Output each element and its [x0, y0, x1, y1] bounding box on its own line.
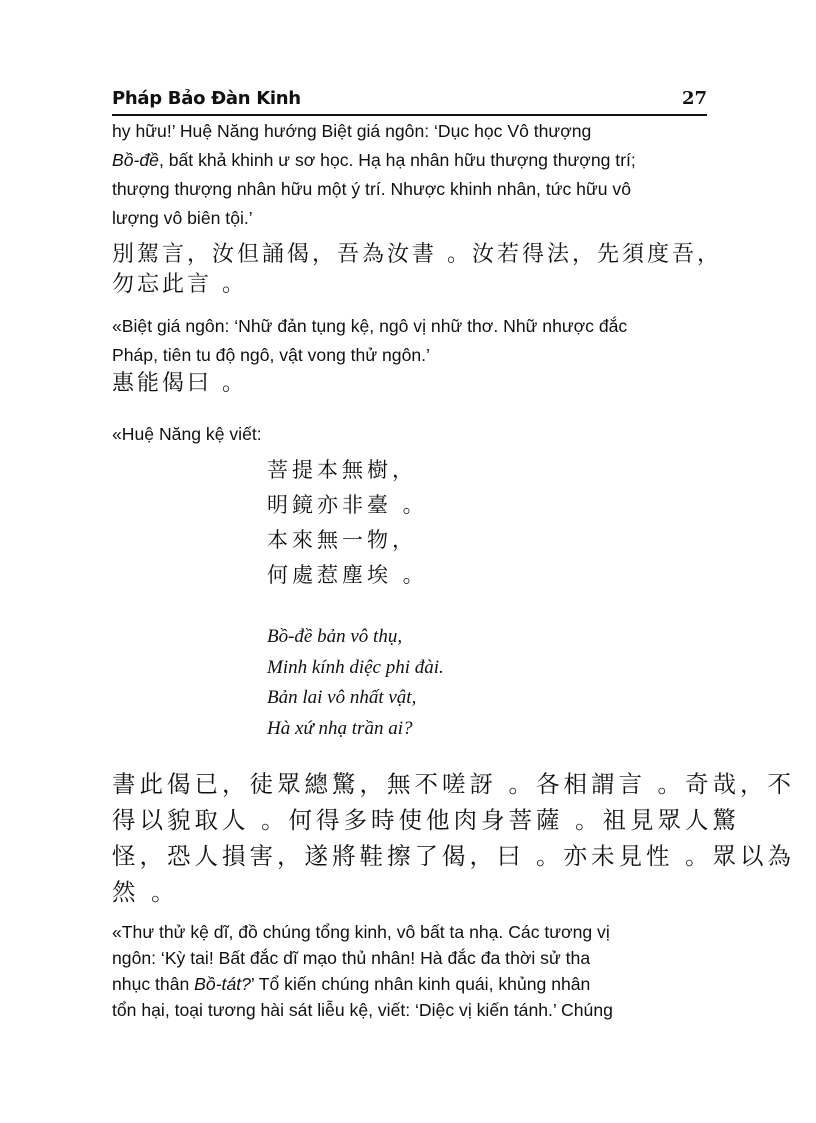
text-fragment: nhục thân — [112, 974, 195, 994]
verse-line: 菩提本無樹， — [267, 458, 417, 482]
text-line — [112, 971, 707, 997]
chinese-passage-3 — [112, 766, 795, 910]
text-line: «Biệt giá ngôn: ‘Nhữ đản tụng kệ, ngô vị nhữ thơ. Nhữ nhược đắc — [112, 316, 628, 336]
text-line — [112, 146, 707, 175]
chinese-line: 惠能偈曰 。 — [112, 371, 247, 396]
term-bodhisattva: Bồ-tát? — [194, 974, 251, 994]
running-header — [112, 88, 707, 116]
text-line: «Huệ Năng kệ viết: — [112, 424, 262, 444]
text-line: Pháp, tiên tu độ ngô, vật vong thử ngôn.’ — [112, 345, 430, 365]
text-line: lượng vô biên tội.’ — [112, 208, 253, 228]
chinese-line: 怪，恐人損害，遂將鞋擦了偈，曰 。亦未見性 。眾以為 — [112, 842, 795, 870]
text-line: hy hữu!’ Huệ Năng hướng Biệt giá ngôn: ‘Dục học Vô thượng — [112, 121, 592, 141]
page-number: 27 — [681, 88, 707, 109]
chinese-line: 勿忘此言 。 — [112, 272, 247, 297]
verse-vietnamese — [267, 622, 444, 744]
chinese-line: 書此偈已，徒眾總驚，無不嗟訝 。各相謂言 。奇哉，不 — [112, 770, 795, 798]
chinese-passage-2 — [112, 369, 707, 399]
paragraph-3 — [112, 420, 707, 449]
text-fragment: , bất khả khinh ư sơ học. Hạ hạ nhân hữu thượng thượng trí; — [158, 150, 636, 170]
chinese-line: 得以貌取人 。何得多時使他肉身菩薩 。祖見眾人驚 — [112, 806, 740, 834]
verse-line: Bồ-đề bản vô thụ, — [267, 626, 403, 647]
verse-line: 本來無一物， — [267, 528, 417, 552]
text-line: ngôn: ‘Kỳ tai! Bất đắc dĩ mạo thủ nhân! Hà đắc đa thời sử tha — [112, 948, 591, 968]
verse-line: Hà xứ nhạ trần ai? — [267, 717, 413, 739]
verse-line: Bản lai vô nhất vật, — [267, 687, 417, 708]
paragraph-4 — [112, 919, 707, 1023]
text-line: tổn hại, toại tương hài sát liễu kệ, viết: ‘Diệc vị kiến tánh.’ Chúng — [112, 1000, 613, 1020]
chinese-passage-1 — [112, 240, 722, 300]
verse-line: Minh kính diệc phi đài. — [267, 656, 444, 678]
verse-line: 何處惹塵埃 。 — [267, 563, 428, 587]
verse-chinese — [267, 453, 428, 593]
term-bodhi: Bồ-đề — [112, 150, 159, 170]
paragraph-1 — [112, 117, 707, 233]
paragraph-2 — [112, 312, 707, 370]
text-line: «Thư thử kệ dĩ, đồ chúng tổng kinh, vô bất ta nhạ. Các tương vị — [112, 922, 610, 942]
text-line: thượng thượng nhân hữu một ý trí. Nhược khinh nhân, tức hữu vô — [112, 179, 631, 199]
text-fragment: ’ Tổ kiến chúng nhân kinh quái, khủng nhân — [250, 974, 591, 994]
book-title: Pháp Bảo Đàn Kinh — [112, 88, 301, 109]
verse-line: 明鏡亦非臺 。 — [267, 493, 428, 517]
chinese-line: 然 。 — [112, 878, 179, 906]
chinese-line: 別駕言，汝但誦偈，吾為汝書 。汝若得法，先須度吾， — [112, 242, 722, 267]
